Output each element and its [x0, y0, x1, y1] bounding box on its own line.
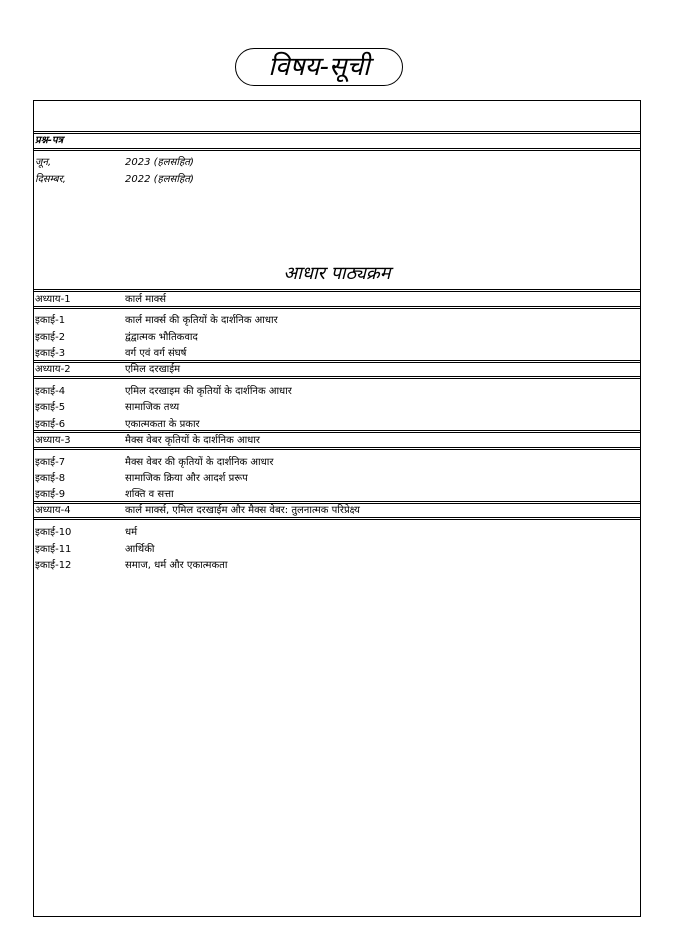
unit-label: इकाई-4	[35, 386, 66, 397]
unit-title: सामाजिक क्रिया और आदर्श प्ररूप	[125, 473, 248, 484]
unit-title: एकात्मकता के प्रकार	[125, 419, 200, 430]
paper-year: 2022 (हलसहित)	[125, 174, 194, 185]
unit-label: इकाई-11	[35, 544, 72, 555]
papers-heading: प्रश्न-पत्र	[35, 135, 64, 146]
unit-title: वर्ग एवं वर्ग संघर्ष	[125, 348, 187, 359]
divider	[33, 430, 641, 433]
unit-title: शक्ति व सत्ता	[125, 489, 174, 500]
unit-label: इकाई-2	[35, 332, 66, 343]
unit-label: इकाई-8	[35, 473, 66, 484]
page-title: विषय-सूची	[268, 52, 370, 82]
unit-title: कार्ल मार्क्स की कृतियों के दार्शनिक आधार	[125, 315, 278, 326]
unit-title: एमिल दरखाइम की कृतियों के दार्शनिक आधार	[125, 386, 292, 397]
unit-label: इकाई-12	[35, 560, 72, 571]
unit-label: इकाई-6	[35, 419, 66, 430]
unit-label: इकाई-1	[35, 315, 66, 326]
divider	[33, 447, 641, 450]
chapter-title: मैक्स वेबर कृतियों के दार्शनिक आधार	[125, 435, 260, 446]
unit-title: द्वंद्वात्मक भौतिकवाद	[125, 332, 198, 343]
syllabus-heading: आधार पाठ्यक्रम	[283, 263, 391, 284]
divider	[33, 131, 641, 134]
divider	[33, 517, 641, 520]
divider	[33, 376, 641, 379]
chapter-title: एमिल दरखाईम	[125, 364, 181, 375]
unit-label: इकाई-5	[35, 402, 66, 413]
chapter-label: अध्याय-4	[35, 505, 71, 516]
divider	[33, 148, 641, 151]
chapter-label: अध्याय-2	[35, 364, 71, 375]
unit-label: इकाई-10	[35, 527, 72, 538]
chapter-title: कार्ल मार्क्स	[125, 294, 166, 305]
chapter-label: अध्याय-3	[35, 435, 71, 446]
divider	[33, 306, 641, 309]
divider	[33, 501, 641, 504]
paper-month: जून,	[35, 157, 52, 168]
unit-label: इकाई-3	[35, 348, 66, 359]
unit-title: सामाजिक तथ्य	[125, 402, 180, 413]
chapter-title: कार्ल मार्क्स, एमिल दरखाईम और मैक्स वेबर: तुलनात्मक परिप्रेक्ष्य	[125, 505, 360, 516]
unit-label: इकाई-7	[35, 457, 66, 468]
divider	[33, 289, 641, 292]
unit-title: धर्म	[125, 527, 138, 538]
unit-title: समाज, धर्म और एकात्मकता	[125, 560, 228, 571]
paper-year: 2023 (हलसहित)	[125, 157, 194, 168]
unit-title: आर्थिकी	[125, 544, 155, 555]
unit-title: मैक्स वेबर की कृतियों के दार्शनिक आधार	[125, 457, 274, 468]
paper-month: दिसम्बर,	[35, 174, 66, 185]
unit-label: इकाई-9	[35, 489, 66, 500]
divider	[33, 360, 641, 363]
title-box	[235, 48, 403, 86]
chapter-label: अध्याय-1	[35, 294, 71, 305]
